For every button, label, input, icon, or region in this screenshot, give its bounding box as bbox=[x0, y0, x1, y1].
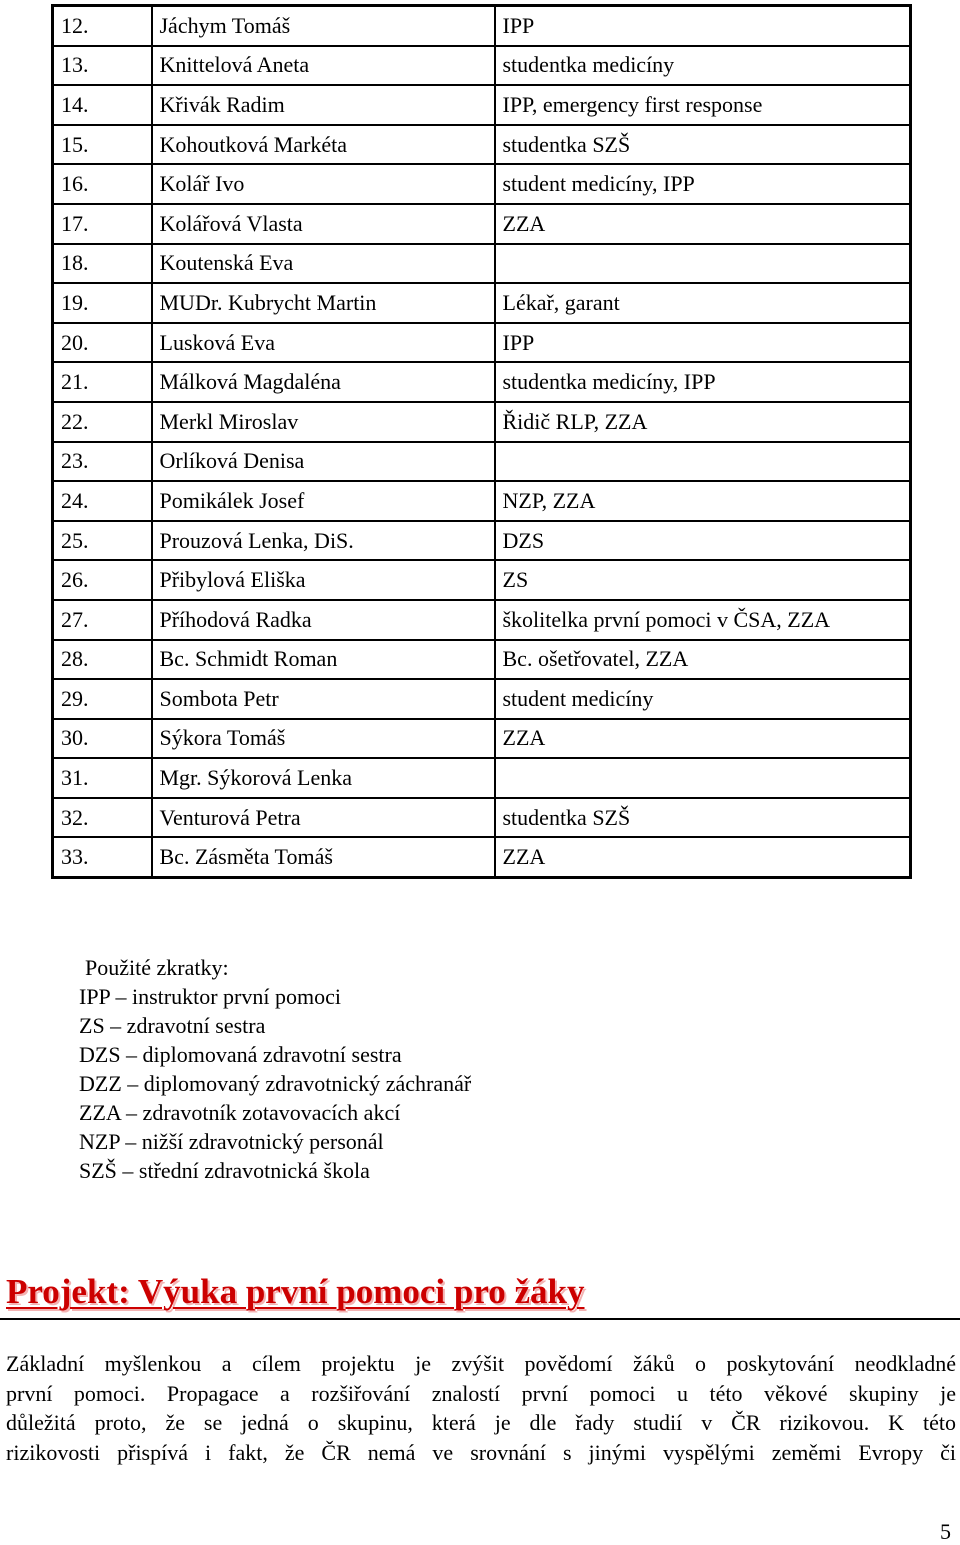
person-name: Bc. Schmidt Roman bbox=[152, 640, 495, 680]
table-row bbox=[53, 402, 911, 442]
abbreviation-item: IPP – instruktor první pomoci bbox=[79, 984, 341, 1009]
person-role: DZS bbox=[495, 521, 911, 561]
person-role: ZS bbox=[495, 560, 911, 600]
row-number: 23. bbox=[53, 442, 152, 482]
table-row bbox=[53, 560, 911, 600]
row-number: 29. bbox=[53, 679, 152, 719]
person-role: IPP bbox=[495, 323, 911, 363]
table-row bbox=[53, 362, 911, 402]
table-row bbox=[53, 204, 911, 244]
person-role: IPP, emergency first response bbox=[495, 85, 911, 125]
table-row bbox=[53, 837, 911, 877]
table-row bbox=[53, 164, 911, 204]
table-row bbox=[53, 6, 911, 46]
person-name: Kolář Ivo bbox=[152, 164, 495, 204]
row-number: 27. bbox=[53, 600, 152, 640]
person-role: studentka medicíny bbox=[495, 46, 911, 86]
person-role: studentka medicíny, IPP bbox=[495, 362, 911, 402]
person-name: Knittelová Aneta bbox=[152, 46, 495, 86]
abbreviations-section bbox=[79, 953, 471, 1185]
row-number: 18. bbox=[53, 244, 152, 284]
person-role: student medicíny, IPP bbox=[495, 164, 911, 204]
person-name: Jáchym Tomáš bbox=[152, 6, 495, 46]
person-role: Řidič RLP, ZZA bbox=[495, 402, 911, 442]
person-name: Lusková Eva bbox=[152, 323, 495, 363]
table-row bbox=[53, 521, 911, 561]
row-number: 14. bbox=[53, 85, 152, 125]
person-name: Venturová Petra bbox=[152, 798, 495, 838]
abbreviation-item: DZZ – diplomovaný zdravotnický záchranář bbox=[79, 1071, 472, 1096]
row-number: 32. bbox=[53, 798, 152, 838]
people-table bbox=[51, 4, 912, 879]
people-table-body bbox=[53, 6, 911, 878]
title-divider bbox=[0, 1318, 960, 1320]
person-name: Koutenská Eva bbox=[152, 244, 495, 284]
paragraph-line: důležitá proto, že se jedná o skupinu, která je dle řady studií v ČR rizikovou. K této bbox=[6, 1410, 956, 1435]
abbreviation-item: ZS – zdravotní sestra bbox=[79, 1013, 266, 1038]
person-role bbox=[495, 758, 911, 798]
person-name: Přibylová Eliška bbox=[152, 560, 495, 600]
paragraph-line: první pomoci. Propagace a rozšiřování znalostí první pomoci u této věkové skupiny je bbox=[6, 1380, 956, 1406]
person-role: školitelka první pomoci v ČSA, ZZA bbox=[495, 600, 911, 640]
abbreviations-heading: Použité zkratky: bbox=[85, 955, 229, 980]
person-name: Křivák Radim bbox=[152, 85, 495, 125]
table-row bbox=[53, 600, 911, 640]
person-name: Pomikálek Josef bbox=[152, 481, 495, 521]
row-number: 24. bbox=[53, 481, 152, 521]
abbreviation-item: NZP – nižší zdravotnický personál bbox=[79, 1129, 384, 1154]
person-name: Orlíková Denisa bbox=[152, 442, 495, 482]
person-name: Sombota Petr bbox=[152, 679, 495, 719]
person-role: NZP, ZZA bbox=[495, 481, 911, 521]
person-role: student medicíny bbox=[495, 679, 911, 719]
table-row bbox=[53, 798, 911, 838]
person-name: Mgr. Sýkorová Lenka bbox=[152, 758, 495, 798]
person-name: Sýkora Tomáš bbox=[152, 719, 495, 759]
paragraph-line: rizikovosti přispívá i fakt, že ČR nemá ve srovnání s jinými vyspělými zeměmi Evropy či bbox=[6, 1439, 956, 1465]
row-number: 26. bbox=[53, 560, 152, 600]
person-role bbox=[495, 442, 911, 482]
table-row bbox=[53, 481, 911, 521]
person-role: ZZA bbox=[495, 837, 911, 877]
table-row bbox=[53, 758, 911, 798]
person-name: Prouzová Lenka, DiS. bbox=[152, 521, 495, 561]
row-number: 25. bbox=[53, 521, 152, 561]
person-role: studentka SZŠ bbox=[495, 125, 911, 165]
table-row bbox=[53, 442, 911, 482]
row-number: 17. bbox=[53, 204, 152, 244]
abbreviation-item: ZZA – zdravotník zotavovacích akcí bbox=[79, 1100, 401, 1125]
project-paragraph bbox=[6, 1349, 956, 1467]
table-row bbox=[53, 46, 911, 86]
row-number: 21. bbox=[53, 362, 152, 402]
person-name: Bc. Zásměta Tomáš bbox=[152, 837, 495, 877]
page-number: 5 bbox=[940, 1519, 951, 1544]
table-row bbox=[53, 323, 911, 363]
person-role: Lékař, garant bbox=[495, 283, 911, 323]
person-role: ZZA bbox=[495, 719, 911, 759]
row-number: 16. bbox=[53, 164, 152, 204]
table-row bbox=[53, 679, 911, 719]
person-role: IPP bbox=[495, 6, 911, 46]
row-number: 13. bbox=[53, 46, 152, 86]
person-name: Kohoutková Markéta bbox=[152, 125, 495, 165]
project-title: Projekt: Výuka první pomoci pro žáky bbox=[6, 1272, 585, 1311]
table-row bbox=[53, 85, 911, 125]
person-name: Merkl Miroslav bbox=[152, 402, 495, 442]
paragraph-line: Základní myšlenkou a cílem projektu je zvýšit povědomí žáků o poskytování neodkladné bbox=[6, 1351, 956, 1376]
row-number: 20. bbox=[53, 323, 152, 363]
row-number: 33. bbox=[53, 837, 152, 877]
row-number: 19. bbox=[53, 283, 152, 323]
abbreviation-item: DZS – diplomovaná zdravotní sestra bbox=[79, 1042, 402, 1067]
table-row bbox=[53, 640, 911, 680]
table-row bbox=[53, 125, 911, 165]
person-role: Bc. ošetřovatel, ZZA bbox=[495, 640, 911, 680]
abbreviation-item: SZŠ – střední zdravotnická škola bbox=[79, 1158, 370, 1183]
person-name: Příhodová Radka bbox=[152, 600, 495, 640]
person-name: MUDr. Kubrycht Martin bbox=[152, 283, 495, 323]
table-row bbox=[53, 719, 911, 759]
row-number: 31. bbox=[53, 758, 152, 798]
person-role bbox=[495, 244, 911, 284]
table-row bbox=[53, 283, 911, 323]
table-row bbox=[53, 244, 911, 284]
row-number: 22. bbox=[53, 402, 152, 442]
row-number: 12. bbox=[53, 6, 152, 46]
person-role: studentka SZŠ bbox=[495, 798, 911, 838]
row-number: 15. bbox=[53, 125, 152, 165]
row-number: 30. bbox=[53, 719, 152, 759]
person-name: Málková Magdaléna bbox=[152, 362, 495, 402]
person-role: ZZA bbox=[495, 204, 911, 244]
row-number: 28. bbox=[53, 640, 152, 680]
person-name: Kolářová Vlasta bbox=[152, 204, 495, 244]
